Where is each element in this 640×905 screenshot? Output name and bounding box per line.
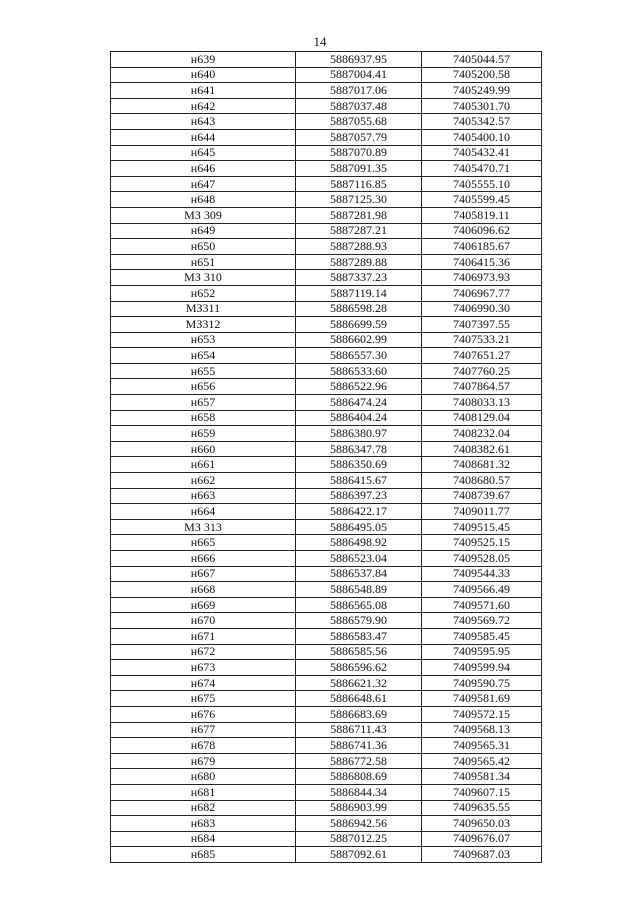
point-id-cell: н679 <box>111 753 296 769</box>
table-row <box>111 816 542 832</box>
point-id-cell: н647 <box>111 176 296 192</box>
point-id-cell: н667 <box>111 566 296 582</box>
table-row <box>111 738 542 754</box>
y-coordinate-cell: 7409565.31 <box>422 738 542 754</box>
point-id-cell: МЗ312 <box>111 317 296 333</box>
table-row <box>111 800 542 816</box>
point-id-cell: МЗ 310 <box>111 270 296 286</box>
x-coordinate-cell: 5886350.69 <box>296 457 422 473</box>
x-coordinate-cell: 5887004.41 <box>296 67 422 83</box>
point-id-cell: н681 <box>111 784 296 800</box>
point-id-cell: н654 <box>111 348 296 364</box>
table-row <box>111 441 542 457</box>
y-coordinate-cell: 7407533.21 <box>422 332 542 348</box>
point-id-cell: н642 <box>111 98 296 114</box>
x-coordinate-cell: 5886598.28 <box>296 301 422 317</box>
table-row <box>111 457 542 473</box>
x-coordinate-cell: 5886648.61 <box>296 691 422 707</box>
table-row <box>111 644 542 660</box>
point-id-cell: н648 <box>111 192 296 208</box>
y-coordinate-cell: 7405819.11 <box>422 207 542 223</box>
y-coordinate-cell: 7409011.77 <box>422 504 542 520</box>
y-coordinate-cell: 7409565.42 <box>422 753 542 769</box>
x-coordinate-cell: 5887289.88 <box>296 254 422 270</box>
point-id-cell: н656 <box>111 379 296 395</box>
table-row <box>111 129 542 145</box>
y-coordinate-cell: 7409568.13 <box>422 722 542 738</box>
table-row <box>111 145 542 161</box>
y-coordinate-cell: 7405301.70 <box>422 98 542 114</box>
point-id-cell: н682 <box>111 800 296 816</box>
x-coordinate-cell: 5887119.14 <box>296 285 422 301</box>
y-coordinate-cell: 7408129.04 <box>422 410 542 426</box>
table-row <box>111 52 542 68</box>
point-id-cell: н672 <box>111 644 296 660</box>
table-row <box>111 223 542 239</box>
x-coordinate-cell: 5887281.98 <box>296 207 422 223</box>
x-coordinate-cell: 5886548.89 <box>296 582 422 598</box>
point-id-cell: н671 <box>111 628 296 644</box>
x-coordinate-cell: 5886583.47 <box>296 628 422 644</box>
point-id-cell: н664 <box>111 504 296 520</box>
y-coordinate-cell: 7405470.71 <box>422 161 542 177</box>
table-row <box>111 691 542 707</box>
x-coordinate-cell: 5886772.58 <box>296 753 422 769</box>
y-coordinate-cell: 7409544.33 <box>422 566 542 582</box>
table-row <box>111 582 542 598</box>
point-id-cell: н683 <box>111 816 296 832</box>
table-row <box>111 722 542 738</box>
x-coordinate-cell: 5887017.06 <box>296 83 422 99</box>
table-row <box>111 161 542 177</box>
table-row <box>111 301 542 317</box>
table-row <box>111 784 542 800</box>
point-id-cell: н680 <box>111 769 296 785</box>
point-id-cell: н685 <box>111 847 296 863</box>
point-id-cell: н684 <box>111 831 296 847</box>
y-coordinate-cell: 7409676.07 <box>422 831 542 847</box>
y-coordinate-cell: 7408739.67 <box>422 488 542 504</box>
y-coordinate-cell: 7409650.03 <box>422 816 542 832</box>
x-coordinate-cell: 5886565.08 <box>296 597 422 613</box>
point-id-cell: н669 <box>111 597 296 613</box>
table-row <box>111 410 542 426</box>
x-coordinate-cell: 5886380.97 <box>296 426 422 442</box>
point-id-cell: н659 <box>111 426 296 442</box>
x-coordinate-cell: 5887091.35 <box>296 161 422 177</box>
x-coordinate-cell: 5887037.48 <box>296 98 422 114</box>
table-row <box>111 239 542 255</box>
table-row <box>111 488 542 504</box>
y-coordinate-cell: 7405342.57 <box>422 114 542 130</box>
table-row <box>111 379 542 395</box>
x-coordinate-cell: 5887092.61 <box>296 847 422 863</box>
point-id-cell: н661 <box>111 457 296 473</box>
x-coordinate-cell: 5886621.32 <box>296 675 422 691</box>
y-coordinate-cell: 7409599.94 <box>422 660 542 676</box>
point-id-cell: н652 <box>111 285 296 301</box>
x-coordinate-cell: 5886683.69 <box>296 706 422 722</box>
table-row <box>111 628 542 644</box>
x-coordinate-cell: 5887055.68 <box>296 114 422 130</box>
y-coordinate-cell: 7409571.60 <box>422 597 542 613</box>
y-coordinate-cell: 7408382.61 <box>422 441 542 457</box>
table-row <box>111 270 542 286</box>
y-coordinate-cell: 7406990.30 <box>422 301 542 317</box>
x-coordinate-cell: 5886404.24 <box>296 410 422 426</box>
table-row <box>111 504 542 520</box>
x-coordinate-cell: 5887116.85 <box>296 176 422 192</box>
x-coordinate-cell: 5886523.04 <box>296 551 422 567</box>
table-row <box>111 363 542 379</box>
point-id-cell: н643 <box>111 114 296 130</box>
point-id-cell: МЗ 309 <box>111 207 296 223</box>
y-coordinate-cell: 7409585.45 <box>422 628 542 644</box>
y-coordinate-cell: 7405400.10 <box>422 129 542 145</box>
point-id-cell: н650 <box>111 239 296 255</box>
y-coordinate-cell: 7405555.10 <box>422 176 542 192</box>
y-coordinate-cell: 7409687.03 <box>422 847 542 863</box>
coordinates-table-body <box>111 52 542 863</box>
x-coordinate-cell: 5887337.23 <box>296 270 422 286</box>
point-id-cell: н655 <box>111 363 296 379</box>
y-coordinate-cell: 7409581.34 <box>422 769 542 785</box>
point-id-cell: н674 <box>111 675 296 691</box>
point-id-cell: н645 <box>111 145 296 161</box>
y-coordinate-cell: 7409515.45 <box>422 519 542 535</box>
table-row <box>111 706 542 722</box>
y-coordinate-cell: 7406973.93 <box>422 270 542 286</box>
y-coordinate-cell: 7407864.57 <box>422 379 542 395</box>
x-coordinate-cell: 5886537.84 <box>296 566 422 582</box>
x-coordinate-cell: 5886844.34 <box>296 784 422 800</box>
x-coordinate-cell: 5886937.95 <box>296 52 422 68</box>
point-id-cell: н678 <box>111 738 296 754</box>
point-id-cell: н673 <box>111 660 296 676</box>
point-id-cell: н676 <box>111 706 296 722</box>
y-coordinate-cell: 7409607.15 <box>422 784 542 800</box>
x-coordinate-cell: 5887287.21 <box>296 223 422 239</box>
table-row <box>111 566 542 582</box>
point-id-cell: н646 <box>111 161 296 177</box>
x-coordinate-cell: 5886498.92 <box>296 535 422 551</box>
point-id-cell: н675 <box>111 691 296 707</box>
point-id-cell: н670 <box>111 613 296 629</box>
point-id-cell: н668 <box>111 582 296 598</box>
table-row <box>111 597 542 613</box>
x-coordinate-cell: 5886711.43 <box>296 722 422 738</box>
y-coordinate-cell: 7405432.41 <box>422 145 542 161</box>
x-coordinate-cell: 5886596.62 <box>296 660 422 676</box>
y-coordinate-cell: 7405599.45 <box>422 192 542 208</box>
table-row <box>111 176 542 192</box>
x-coordinate-cell: 5886585.56 <box>296 644 422 660</box>
table-row <box>111 98 542 114</box>
y-coordinate-cell: 7405200.58 <box>422 67 542 83</box>
table-row <box>111 207 542 223</box>
y-coordinate-cell: 7409595.95 <box>422 644 542 660</box>
point-id-cell: н649 <box>111 223 296 239</box>
y-coordinate-cell: 7407651.27 <box>422 348 542 364</box>
coordinates-table <box>110 51 542 863</box>
point-id-cell: н663 <box>111 488 296 504</box>
point-id-cell: МЗ311 <box>111 301 296 317</box>
y-coordinate-cell: 7408033.13 <box>422 395 542 411</box>
table-row <box>111 753 542 769</box>
x-coordinate-cell: 5886557.30 <box>296 348 422 364</box>
table-row <box>111 83 542 99</box>
page-number: 14 <box>313 34 327 49</box>
point-id-cell: н653 <box>111 332 296 348</box>
y-coordinate-cell: 7408681.32 <box>422 457 542 473</box>
x-coordinate-cell: 5887288.93 <box>296 239 422 255</box>
point-id-cell: н662 <box>111 473 296 489</box>
x-coordinate-cell: 5886602.99 <box>296 332 422 348</box>
y-coordinate-cell: 7409525.15 <box>422 535 542 551</box>
table-row <box>111 519 542 535</box>
y-coordinate-cell: 7408232.04 <box>422 426 542 442</box>
table-row <box>111 348 542 364</box>
x-coordinate-cell: 5886474.24 <box>296 395 422 411</box>
point-id-cell: н665 <box>111 535 296 551</box>
y-coordinate-cell: 7406096.62 <box>422 223 542 239</box>
table-row <box>111 847 542 863</box>
x-coordinate-cell: 5887125.30 <box>296 192 422 208</box>
x-coordinate-cell: 5886942.56 <box>296 816 422 832</box>
y-coordinate-cell: 7409572.15 <box>422 706 542 722</box>
x-coordinate-cell: 5887057.79 <box>296 129 422 145</box>
table-row <box>111 285 542 301</box>
point-id-cell: н666 <box>111 551 296 567</box>
point-id-cell: н639 <box>111 52 296 68</box>
point-id-cell: н644 <box>111 129 296 145</box>
point-id-cell: н677 <box>111 722 296 738</box>
table-row <box>111 473 542 489</box>
table-row <box>111 254 542 270</box>
y-coordinate-cell: 7407397.55 <box>422 317 542 333</box>
point-id-cell: н658 <box>111 410 296 426</box>
y-coordinate-cell: 7409569.72 <box>422 613 542 629</box>
point-id-cell: н657 <box>111 395 296 411</box>
table-row <box>111 675 542 691</box>
x-coordinate-cell: 5886741.36 <box>296 738 422 754</box>
table-row <box>111 67 542 83</box>
table-row <box>111 551 542 567</box>
table-row <box>111 613 542 629</box>
x-coordinate-cell: 5886347.78 <box>296 441 422 457</box>
x-coordinate-cell: 5886579.90 <box>296 613 422 629</box>
y-coordinate-cell: 7405249.99 <box>422 83 542 99</box>
x-coordinate-cell: 5886422.17 <box>296 504 422 520</box>
x-coordinate-cell: 5887070.89 <box>296 145 422 161</box>
x-coordinate-cell: 5887012.25 <box>296 831 422 847</box>
x-coordinate-cell: 5886495.05 <box>296 519 422 535</box>
table-row <box>111 535 542 551</box>
point-id-cell: н640 <box>111 67 296 83</box>
y-coordinate-cell: 7406415.36 <box>422 254 542 270</box>
y-coordinate-cell: 7406967.77 <box>422 285 542 301</box>
x-coordinate-cell: 5886699.59 <box>296 317 422 333</box>
table-row <box>111 332 542 348</box>
table-row <box>111 426 542 442</box>
table-row <box>111 395 542 411</box>
x-coordinate-cell: 5886808.69 <box>296 769 422 785</box>
y-coordinate-cell: 7407760.25 <box>422 363 542 379</box>
y-coordinate-cell: 7409581.69 <box>422 691 542 707</box>
table-row <box>111 660 542 676</box>
y-coordinate-cell: 7408680.57 <box>422 473 542 489</box>
point-id-cell: МЗ 313 <box>111 519 296 535</box>
x-coordinate-cell: 5886522.96 <box>296 379 422 395</box>
point-id-cell: н660 <box>111 441 296 457</box>
x-coordinate-cell: 5886903.99 <box>296 800 422 816</box>
table-row <box>111 317 542 333</box>
point-id-cell: н641 <box>111 83 296 99</box>
y-coordinate-cell: 7409566.49 <box>422 582 542 598</box>
y-coordinate-cell: 7409528.05 <box>422 551 542 567</box>
table-row <box>111 114 542 130</box>
point-id-cell: н651 <box>111 254 296 270</box>
y-coordinate-cell: 7409635.55 <box>422 800 542 816</box>
y-coordinate-cell: 7406185.67 <box>422 239 542 255</box>
table-row <box>111 769 542 785</box>
x-coordinate-cell: 5886397.23 <box>296 488 422 504</box>
table-row <box>111 192 542 208</box>
x-coordinate-cell: 5886415.67 <box>296 473 422 489</box>
y-coordinate-cell: 7405044.57 <box>422 52 542 68</box>
y-coordinate-cell: 7409590.75 <box>422 675 542 691</box>
x-coordinate-cell: 5886533.60 <box>296 363 422 379</box>
table-row <box>111 831 542 847</box>
